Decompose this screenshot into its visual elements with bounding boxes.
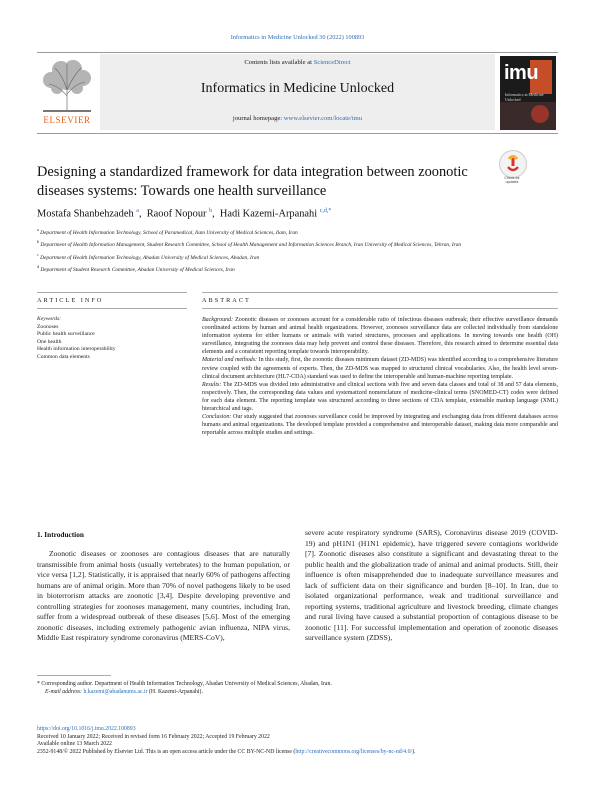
keyword: Public health surveillance <box>37 331 95 337</box>
cover-logo: imu <box>504 62 539 84</box>
license-line <box>37 749 567 757</box>
abstract-background: Background: Zoonotic diseases or zoonoses account for a considerable ratio of infectious diseases outbreak; their effective surveillance demands coordinated actions by human and animal health organizations. However, zoonoses surveillance data are collected individually from standalone information systems for either humans or animals with varied structures, processes and applications. In moving towards one health (OH) surveillance, integrating the zoonoses data may help prevent and control these diseases. Therefore, this research aimed to determine essential data elements and a consistent reporting template towards interoperability. <box>202 317 558 356</box>
author-name[interactable]: Raoof Nopour <box>146 208 207 220</box>
sciencedirect-link[interactable]: ScienceDirect <box>313 59 351 66</box>
homepage-line <box>100 115 495 122</box>
homepage-link[interactable]: www.elsevier.com/locate/imu <box>283 115 363 122</box>
email-link[interactable]: h.kazemi@abadanums.ac.ir <box>83 689 148 695</box>
affiliation-item: $^b$ Department of Health Information Management, Student Research Committee, School of Health Management and Information Sciences Branch, Iran University of Medical Sciences, Tehran, Iran <box>37 239 462 249</box>
affiliation-item: $^c$ Department of Health Information Technology, Abadan University of Medical Sciences, Abadan, Iran <box>37 251 260 261</box>
abstract-methods: Material and methods: In this study, first, the zoonotic diseases minimum dataset (ZD-MDS) was identified according to a comprehensive literature review coupled with the agreements of experts. Then, the ZD-MDS was mapped to structured clinical vocabularies. Also, the health level seven-clinical document architecture (HL7-CDA) standard was used to define the interoperable and human-machine reporting template. <box>202 357 558 380</box>
elsevier-wordmark: ELSEVIER <box>43 115 91 125</box>
homepage-prefix: journal homepage: <box>232 115 284 122</box>
check-for-updates-badge[interactable] <box>498 150 526 186</box>
author-list: Mostafa Shanbehzadeh $^a$, Raoof Nopour $^b$, Hadi Kazemi-Arpanahi $^{c,d,*}$ <box>37 208 332 220</box>
body-paragraph: Zoonotic diseases or zoonoses are contagious diseases that are naturally transmissible from animal hosts (usually vertebrates) to the human population, or vice versa [1,2]. Statistically, it is appraised that nearly 60% of pathogens affecting humans are of animal origin. More than 70% of novel pathogens likely to be used in bioterrorism attacks are zoonotic [3,4]. Despite developing preventive and controlling strategies for zoonoses management, many countries, including Iran, suffer from a widespread outbreak of these diseases [5,6]. Most of the emerging zoonotic diseases, including extremely pathogenic avian influenza, NIPA virus, Middle East respiratory syndrome coronavirus (MERS-CoV), <box>37 549 290 643</box>
keywords <box>37 316 187 361</box>
email-line <box>37 688 558 696</box>
email-suffix: (H. Kazemi-Arpanahi). <box>147 689 203 695</box>
abstract-conclusion: Conclusion: Our study suggested that zoonoses surveillance could be improved by integrating and exchanging data from different databases across humans and animal organizations. The developed template provided a comprehensive and interoperable dataset, making data more comparable and reportable across multiple studies and settings. <box>202 414 558 437</box>
divider <box>37 308 187 309</box>
keyword: Zoonoses <box>37 323 59 330</box>
article-info-heading: ARTICLE INFO <box>37 297 104 304</box>
author-name[interactable]: Mostafa Shanbehzadeh <box>37 208 134 220</box>
author-affiliation-mark[interactable]: a <box>136 208 139 214</box>
author-name[interactable]: Hadi Kazemi-Arpanahi <box>219 208 318 220</box>
divider <box>202 292 558 293</box>
keyword: One health <box>37 338 62 345</box>
corresponding-author-note: * Corresponding author. Department of Health Information Technology, Abadan University of Medical Sciences, Abadan, Iran. <box>37 681 332 687</box>
journal-header-band <box>100 54 495 130</box>
contents-line <box>100 59 495 66</box>
article-title: Designing a standardized framework for data integration between zoonotic diseases systems: Towards one health surveillance <box>37 164 468 199</box>
abstract-results: Results: The ZD-MDS was divided into administrative and clinical sections with five and seven data classes and total of 38 and 57 data elements, respectively. Then, the corresponding data values and systematized nomenclature of medicine-clinical terms (SNOMED-CT) codes were defined for each data element. The reporting template was structured according to three sections of CDA template, extensible markup language (XML) hierarchical and tags. <box>202 381 558 413</box>
divider <box>202 308 558 309</box>
license-prefix: 2352-9148/© 2022 Published by Elsevier Ltd. This is an open access article under the CC BY-NC-ND license ( <box>37 748 296 755</box>
check-updates-icon <box>499 150 527 178</box>
check-updates-label: Check for updates <box>504 176 520 184</box>
section-heading-introduction: 1. Introduction <box>37 530 84 539</box>
footnote-divider <box>37 675 111 676</box>
body-column-right <box>305 528 558 644</box>
abstract-body <box>202 316 558 437</box>
body-column-left <box>37 549 290 644</box>
email-label: E-mail address: <box>45 689 84 695</box>
journal-citation[interactable]: Informatics in Medicine Unlocked 30 (2022) 100893 <box>230 34 365 41</box>
received-dates: Received 10 January 2022; Received in revised form 16 February 2022; Accepted 19 February 2022 <box>37 733 270 740</box>
keyword: Health information interoperability <box>37 346 116 352</box>
available-online: Available online 13 March 2022 <box>37 741 112 748</box>
journal-title: Informatics in Medicine Unlocked <box>200 81 395 96</box>
author-affiliation-mark[interactable]: b <box>209 208 213 214</box>
cover-subtitle: Informatics in Medicine Unlocked <box>505 92 544 102</box>
affiliation-item: $^a$ Department of Health Information Technology, School of Paramedical, Ilam University of Medical Sciences, Ilam, Iran <box>37 227 298 236</box>
keywords-label: Keywords: <box>37 316 62 322</box>
license-link[interactable]: http://creativecommons.org/licenses/by-nc-nd/4.0/ <box>295 748 413 755</box>
body-paragraph: severe acute respiratory syndrome (SARS), Coronavirus disease 2019 (COVID-19) and pH1N1 (H1N1 epidemic), have triggered severe contagions worldwide [7]. Zoonotic diseases also constitute a significant and devastating threat to the public health and the globalization trade of animal and animal products. Still, their influence is often misapprehended due to inadequate surveillance measures and lack of sufficient data on their significance and burden [8–10]. In Iran, due to isolated organizational performance, weak and traditional surveillance and reporting systems, traditional agriculture and livestock breeding, climate changes and rural living have caused a substantial proportion of contagious disease to be zoonotic [11]. For successful implementation and operation of zoonotic diseases surveillance system (ZDSS), <box>305 528 558 643</box>
keyword: Common data elements <box>37 353 90 360</box>
affiliation-item: $^d$ Department of Student Research Committee, Abadan University of Medical Sciences, Iran <box>37 264 235 273</box>
publication-info <box>37 726 567 756</box>
license-suffix: ). <box>412 748 416 755</box>
footnotes <box>37 680 558 696</box>
journal-cover <box>500 56 556 130</box>
author-affiliation-mark[interactable]: c,d,* <box>319 208 332 214</box>
contents-prefix: Contents lists available at <box>244 59 314 66</box>
abstract-heading: ABSTRACT <box>202 297 251 304</box>
divider <box>37 292 187 293</box>
affiliations <box>37 226 558 276</box>
doi-link[interactable]: https://doi.org/10.1016/j.imu.2022.100893 <box>37 726 136 732</box>
